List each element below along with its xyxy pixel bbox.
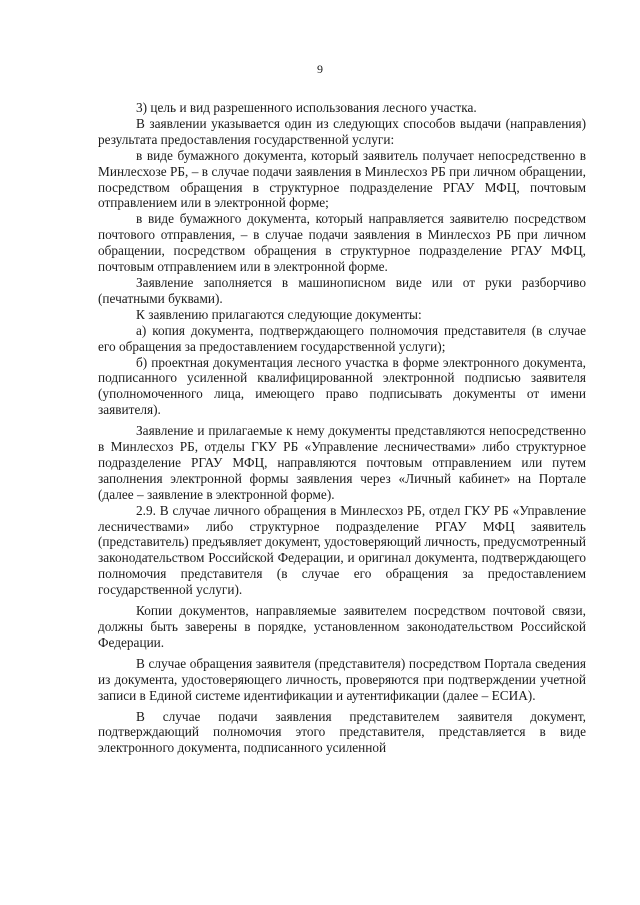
paragraph-submission: Заявление и прилагаемые к нему документы представляются непосредственно в Минлесхоз РБ, отделы ГКУ РБ «Управление лесничествами» либо структурное подразделение РГАУ МФЦ, направляются почтовым отправлением или путем заполнения электронной формы заявления через «Личный кабинет» на Портале (далее – заявление в электронной форме). (98, 423, 586, 502)
paragraph-filling-rules: Заявление заполняется в машинописном виде или от руки разборчиво (печатными буквами). (98, 274, 586, 306)
paragraph-portal-esia: В случае обращения заявителя (представителя) посредством Портала сведения из документа, удостоверяющего личность, проверяются при подтверждении учетной записи в Единой системе идентификации и аутентификации (далее – ЕСИА). (98, 655, 586, 703)
paragraph-attachment-b: б) проектная документация лесного участка в форме электронного документа, подписанного усиленной квалифицированной электронной подписью заявителя (уполномоченного лица, имеющего право подписывать документы от имени заявителя). (98, 354, 586, 418)
paragraph-attachments-intro: К заявлению прилагаются следующие документы: (136, 306, 422, 322)
paragraph-2-9: 2.9. В случае личного обращения в Минлесхоз РБ, отдел ГКУ РБ «Управление лесничествами» либо структурное подразделение РГАУ МФЦ заявитель (представитель) предъявляет документ, удостоверяющий личность, предусмотренный законодательством Российской Федерации, и оригинал документа, подтверждающего полномочия представителя (в случае его обращения за предоставлением государственной услуги). (98, 502, 587, 598)
paragraph-copies: Копии документов, направляемые заявителем посредством почтовой связи, должны быть заверены в порядке, установленном законодательством Российской Федерации. (98, 603, 586, 650)
paragraph-representative: В случае подачи заявления представителем заявителя документ, подтверждающий полномочия этого представителя, представляется в виде электронного документа, подписанного усиленной (98, 708, 586, 756)
paragraph-paper-by-mail: в виде бумажного документа, который направляется заявителю посредством почтового отправления, – в случае подачи заявления в Минлесхоз РБ при личном обращении, посредством обращения в структурное подразделение РГАУ МФЦ, почтовым отправлением или в электронной форме. (98, 211, 586, 275)
page-number: 9 (317, 62, 323, 76)
paragraph-paper-in-person: в виде бумажного документа, который заявитель получает непосредственно в Минлесхозе РБ, – в случае подачи заявления в Минлесхоз РБ при личном обращении, посредством обращения в структурное подразделение РГАУ МФЦ, почтовым отправлением или в электронной форме; (98, 147, 586, 211)
paragraph-attachment-a: а) копия документа, подтверждающего полномочия представителя (в случае его обращения за предоставлением государственной услуги); (98, 322, 586, 354)
paragraph-delivery-methods: В заявлении указывается один из следующих способов выдачи (направления) результата предоставления государственной услуги: (98, 115, 586, 147)
paragraph-purpose: 3) цель и вид разрешенного использования лесного участка. (136, 100, 477, 115)
document-body (98, 100, 586, 756)
